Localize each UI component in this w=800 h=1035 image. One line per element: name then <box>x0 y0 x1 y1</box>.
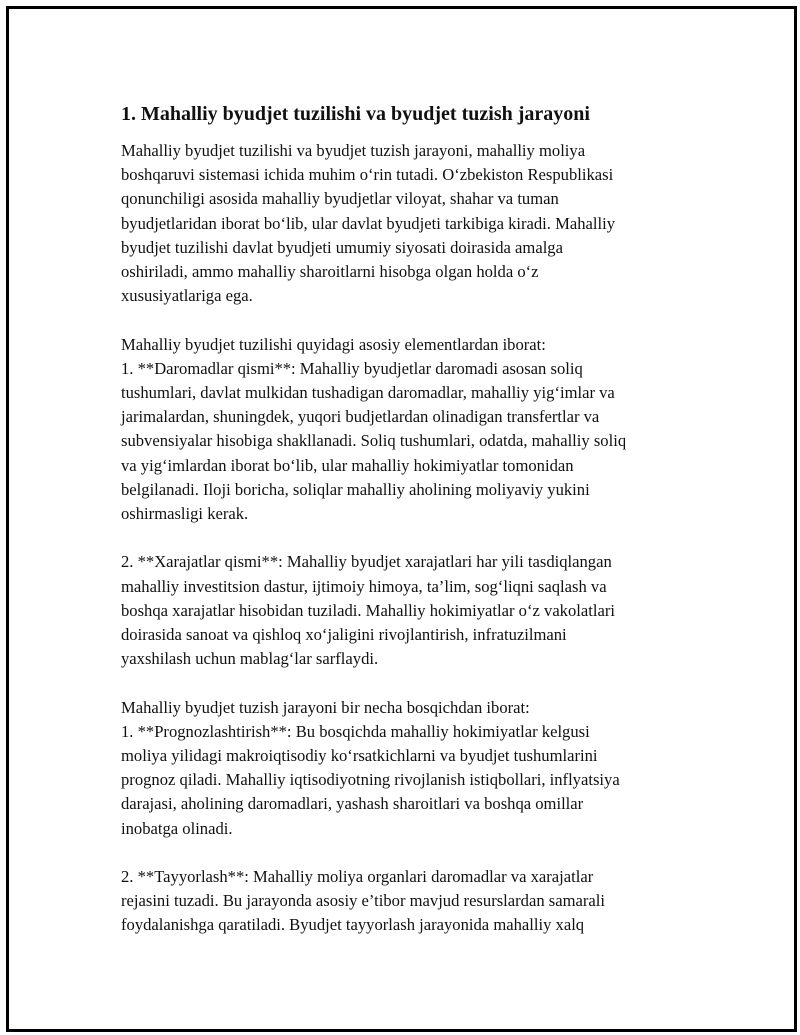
text-line: inobatga olinadi. <box>121 818 233 838</box>
text-line: tushumlari, davlat mulkidan tushadigan daromadlar, mahalliy yig‘imlar va <box>121 383 615 403</box>
paragraph-gap <box>121 308 681 332</box>
text-line: moliya yilidagi makroiqtisodiy ko‘rsatkichlarni va byudjet tushumlarini <box>121 746 598 766</box>
text-line: boshqaruvi sistemasi ichida muhim o‘rin tutadi. O‘zbekiston Respublikasi <box>121 165 614 185</box>
text-line: boshqa xarajatlar hisobidan tuziladi. Mahalliy hokimiyatlar o‘z vakolatlari <box>121 600 615 620</box>
paragraph-gap <box>121 526 681 550</box>
text-line: qonunchiligi asosida mahalliy byudjetlar viloyat, shahar va tuman <box>121 189 559 209</box>
text-line: prognoz qiladi. Mahalliy iqtisodiyotning rivojlanish istiqbollari, inflyatsiya <box>121 770 620 790</box>
text-line: 2. **Tayyorlash**: Mahalliy moliya organlari daromadlar va xarajatlar <box>121 867 594 887</box>
text-line: oshirmasligi kerak. <box>121 504 249 524</box>
paragraph-preparation <box>121 865 681 938</box>
section-heading: 1. Mahalliy byudjet tuzilishi va byudjet tuzish jarayoni <box>121 103 590 125</box>
paragraph-process-forecast <box>121 696 681 841</box>
text-line: va yig‘imlardan iborat bo‘lib, ular mahalliy hokimiyatlar tomonidan <box>121 455 574 475</box>
text-line: yaxshilash uchun mablag‘lar sarflaydi. <box>121 649 379 669</box>
text-line: doirasida sanoat va qishloq xo‘jaligini rivojlantirish, infratuzilmani <box>121 625 567 645</box>
text-line: foydalanishga qaratiladi. Byudjet tayyorlash jarayonida mahalliy xalq <box>121 915 585 935</box>
paragraph-gap <box>121 671 681 695</box>
paragraph-gap <box>121 841 681 865</box>
text-line: mahalliy investitsion dastur, ijtimoiy himoya, ta’lim, sog‘liqni saqlash va <box>121 576 607 596</box>
document-body <box>121 101 681 938</box>
text-line: 2. **Xarajatlar qismi**: Mahalliy byudjet xarajatlari har yili tasdiqlangan <box>121 552 612 572</box>
text-line: 1. **Daromadlar qismi**: Mahalliy byudjetlar daromadi asosan soliq <box>121 358 583 378</box>
text-line: rejasini tuzadi. Bu jarayonda asosiy e’tibor mavjud resurslardan samarali <box>121 891 605 911</box>
text-line: Mahalliy byudjet tuzilishi quyidagi asosiy elementlardan iborat: <box>121 334 546 354</box>
paragraph-intro <box>121 139 681 308</box>
text-line: Mahalliy byudjet tuzilishi va byudjet tuzish jarayoni, mahalliy moliya <box>121 141 586 160</box>
page-frame <box>6 6 797 1032</box>
text-line: xususiyatlariga ega. <box>121 286 253 306</box>
text-line: subvensiyalar hisobiga shakllanadi. Soliq tushumlari, odatda, mahalliy soliq <box>121 431 627 451</box>
paragraph-structure-income <box>121 333 681 527</box>
text-line: darajasi, aholining daromadlari, yashash sharoitlari va boshqa omillar <box>121 794 584 814</box>
text-line: 1. **Prognozlashtirish**: Bu bosqichda mahalliy hokimiyatlar kelgusi <box>121 721 590 741</box>
paragraph-expenses <box>121 550 681 671</box>
text-line: oshiriladi, ammo mahalliy sharoitlarni hisobga olgan holda o‘z <box>121 262 539 282</box>
text-line: Mahalliy byudjet tuzish jarayoni bir necha bosqichdan iborat: <box>121 697 530 717</box>
text-line: jarimalardan, shuningdek, yuqori budjetlardan olinadigan transfertlar va <box>121 407 600 427</box>
text-line: byudjet tuzilishi davlat byudjeti umumiy siyosati doirasida amalga <box>121 237 563 257</box>
text-line: belgilanadi. Iloji boricha, soliqlar mahalliy aholining moliyaviy yukini <box>121 479 590 499</box>
text-line: byudjetlaridan iborat bo‘lib, ular davlat byudjeti tarkibiga kiradi. Mahalliy <box>121 213 615 233</box>
